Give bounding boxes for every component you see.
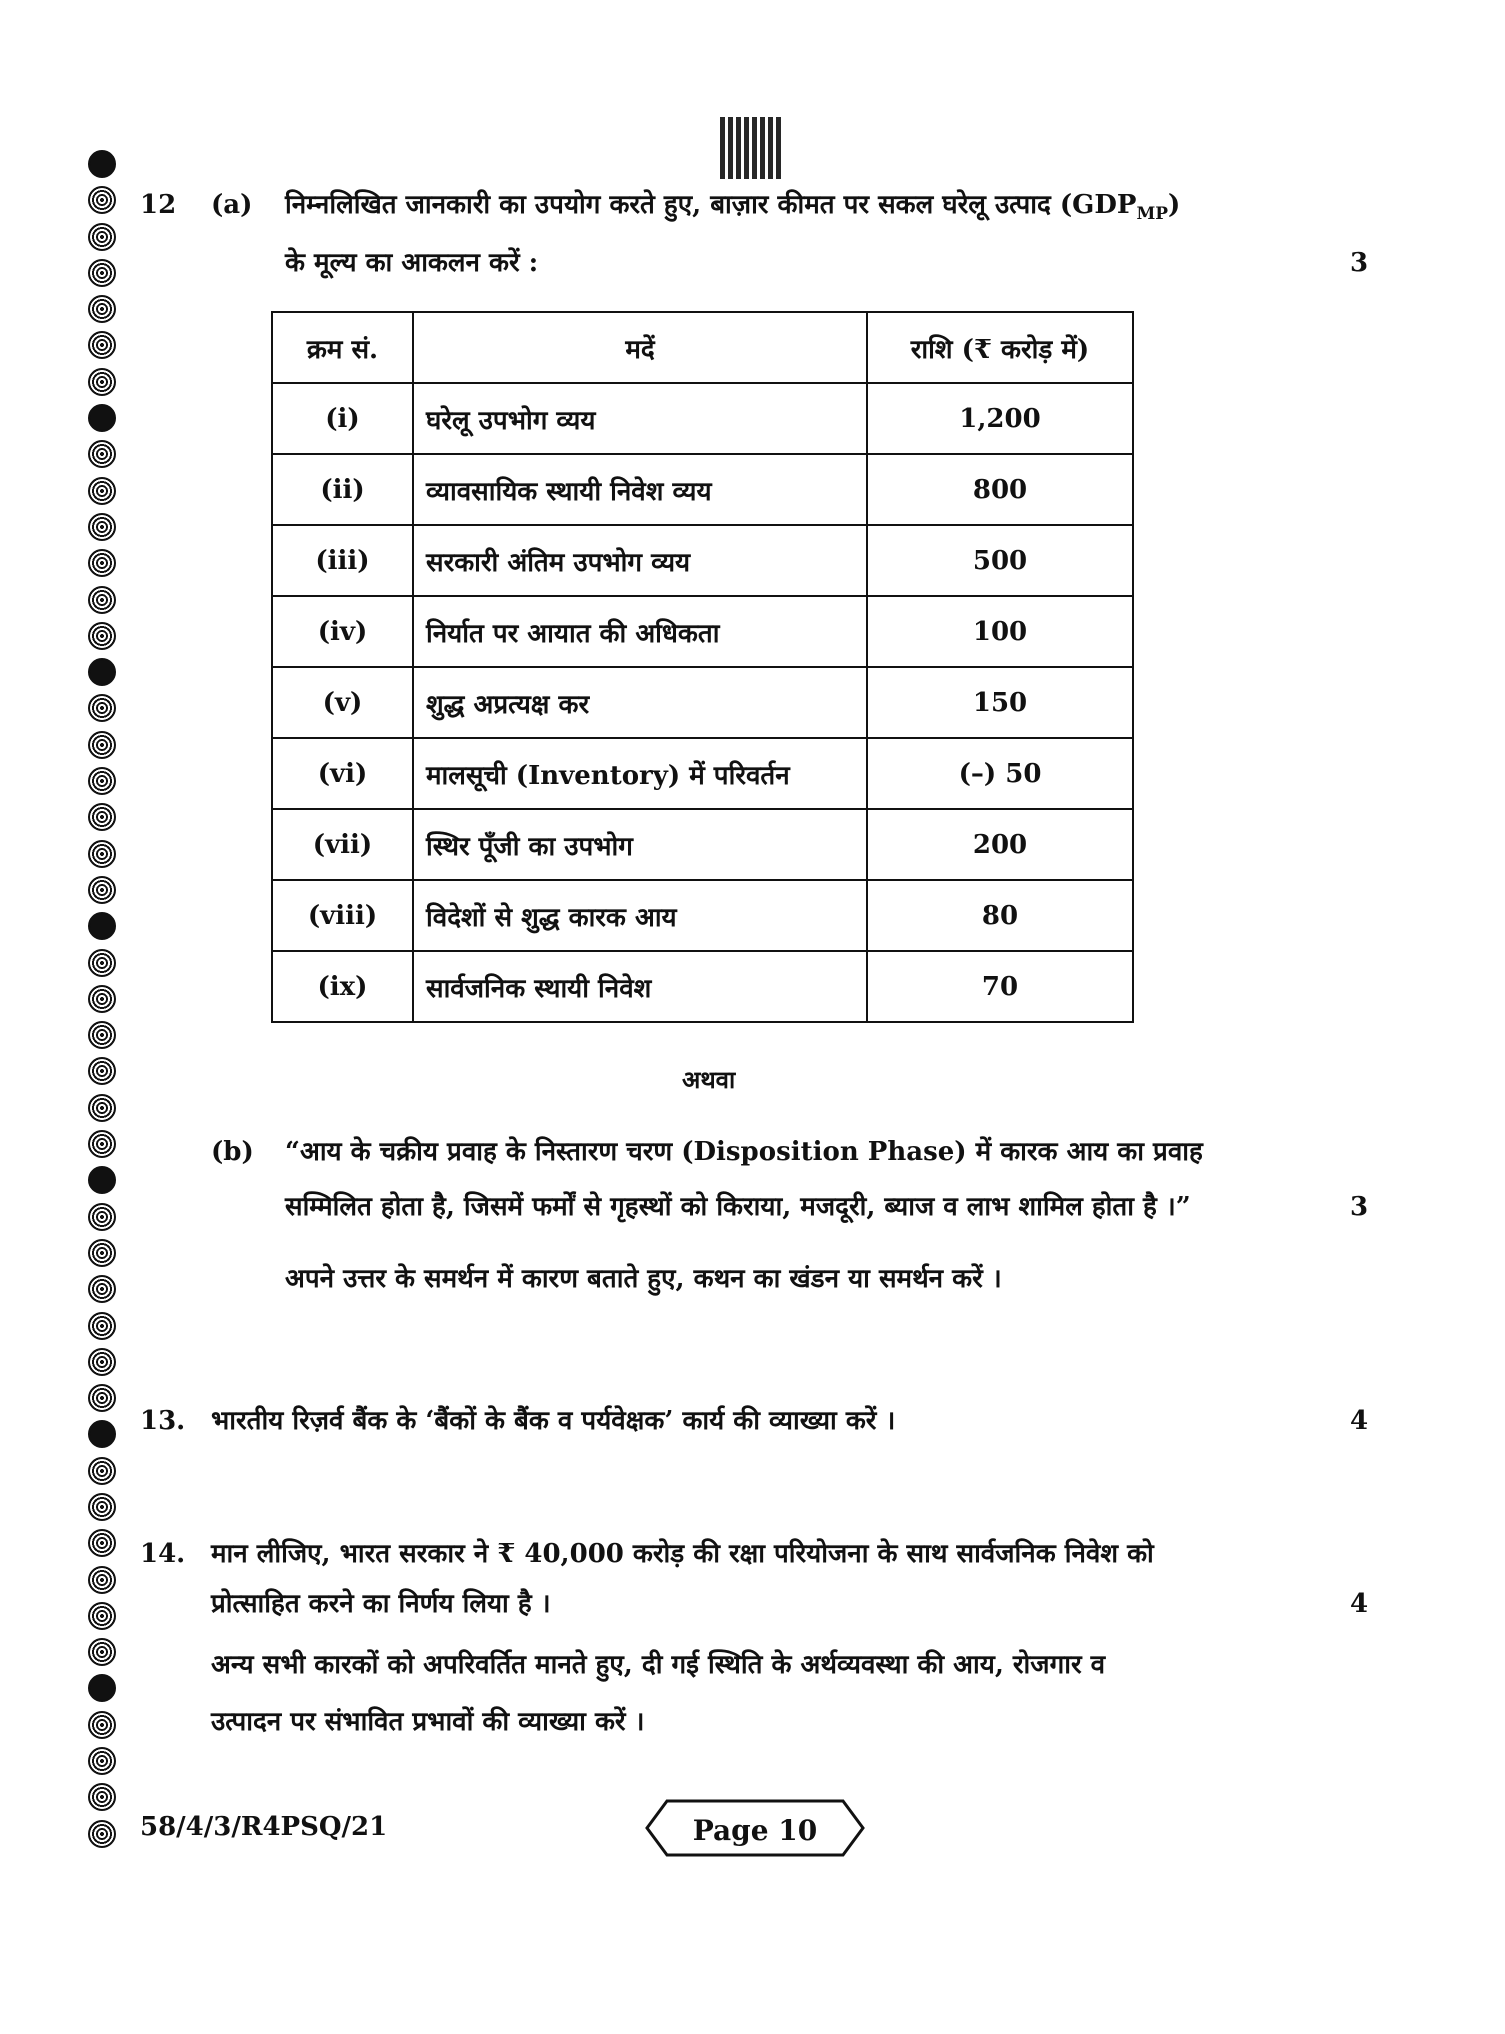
question-text: मान लीजिए, भारत सरकार ने ₹ 40,000 करोड़ की रक्षा परियोजना के साथ सार्वजनिक निवेश को [211,1539,1154,1569]
item-cell: घरेलू उपभोग व्यय [413,383,867,454]
table-row [272,738,1133,809]
registration-ring [88,295,116,323]
item-cell: निर्यात पर आयात की अधिकता [413,596,867,667]
serial-cell: (v) [272,667,413,738]
registration-ring [88,549,116,577]
registration-ring [88,368,116,396]
item-cell: व्यावसायिक स्थायी निवेश व्यय [413,454,867,525]
item-cell: विदेशों से शुद्ध कारक आय [413,880,867,951]
registration-ring [88,1239,116,1267]
question-number: 13. [140,1406,186,1436]
registration-ring [88,513,116,541]
question-text: सम्मिलित होता है, जिसमें फर्मों से गृहस्थों को किराया, मजदूरी, ब्याज व लाभ शामिल होता है ।” [285,1192,1191,1222]
registration-ring [88,985,116,1013]
header-cell: क्रम सं. [272,312,413,383]
table-row [272,880,1133,951]
table-row [272,525,1133,596]
question-text: अन्य सभी कारकों को अपरिवर्तित मानते हुए, दी गई स्थिति के अर्थव्यवस्था की आय, रोजगार व [211,1650,1106,1680]
serial-cell: (iii) [272,525,413,596]
or-divider: अथवा [682,1065,736,1094]
registration-ring [88,767,116,795]
registration-ring [88,949,116,977]
item-cell: सरकारी अंतिम उपभोग व्यय [413,525,867,596]
marks: 4 [1350,1406,1369,1436]
registration-ring [88,223,116,251]
marks: 3 [1350,248,1369,278]
serial-cell: (vii) [272,809,413,880]
serial-cell: (iv) [272,596,413,667]
registration-ring [88,1820,116,1848]
registration-ring [88,658,116,686]
registration-ring [88,1203,116,1231]
registration-ring [88,404,116,432]
registration-ring [88,1312,116,1340]
item-cell: स्थिर पूँजी का उपभोग [413,809,867,880]
marks: 4 [1350,1589,1369,1619]
item-cell: सार्वजनिक स्थायी निवेश [413,951,867,1022]
registration-ring [88,1348,116,1376]
registration-ring [88,440,116,468]
registration-ring [88,331,116,359]
table-header-row [272,312,1133,383]
qr-code [720,117,782,179]
registration-ring [88,477,116,505]
registration-ring [88,1130,116,1158]
serial-cell: (ii) [272,454,413,525]
registration-ring [88,1638,116,1666]
registration-ring [88,1420,116,1448]
amount-cell: 1,200 [867,383,1133,454]
subscript: MP [1136,204,1169,225]
paper-code: 58/4/3/R4PSQ/21 [140,1812,388,1842]
amount-cell: 70 [867,951,1133,1022]
margin-registration-rings [88,150,122,1856]
text-line: ) [1168,190,1181,220]
data-table [271,311,1134,1023]
table-row [272,383,1133,454]
table-row [272,454,1133,525]
registration-ring [88,840,116,868]
registration-ring [88,1275,116,1303]
registration-ring [88,1384,116,1412]
part-label: (b) [211,1137,254,1167]
question-number: 14. [140,1539,186,1569]
registration-ring [88,1783,116,1811]
registration-ring [88,1674,116,1702]
registration-ring [88,912,116,940]
registration-ring [88,259,116,287]
page-number-badge [645,1799,865,1857]
serial-cell: (vi) [272,738,413,809]
registration-ring [88,1711,116,1739]
question-text: अपने उत्तर के समर्थन में कारण बताते हुए, कथन का खंडन या समर्थन करें । [285,1264,1002,1294]
text-line: निम्नलिखित जानकारी का उपयोग करते हुए, बाज़ार कीमत पर सकल घरेलू उत्पाद (GDP [285,190,1137,220]
part-label: (a) [211,190,253,220]
question-text: के मूल्य का आकलन करें : [285,248,539,278]
registration-ring [88,1166,116,1194]
registration-ring [88,1493,116,1521]
amount-cell: 500 [867,525,1133,596]
header-cell: मदें [413,312,867,383]
item-cell: मालसूची (Inventory) में परिवर्तन [413,738,867,809]
registration-ring [88,186,116,214]
registration-ring [88,1602,116,1630]
registration-ring [88,586,116,614]
table-row [272,596,1133,667]
registration-ring [88,1529,116,1557]
registration-ring [88,1747,116,1775]
amount-cell: 80 [867,880,1133,951]
registration-ring [88,1566,116,1594]
amount-cell: 100 [867,596,1133,667]
amount-cell: (–) 50 [867,738,1133,809]
amount-cell: 800 [867,454,1133,525]
registration-ring [88,150,116,178]
registration-ring [88,1457,116,1485]
header-cell: राशि (₹ करोड़ में) [867,312,1133,383]
registration-ring [88,1021,116,1049]
question-text: भारतीय रिज़र्व बैंक के ‘बैंकों के बैंक व पर्यवेक्षक’ कार्य की व्याख्या करें । [211,1406,896,1436]
item-cell: शुद्ध अप्रत्यक्ष कर [413,667,867,738]
marks: 3 [1350,1192,1369,1222]
registration-ring [88,731,116,759]
question-text: “आय के चक्रीय प्रवाह के निस्तारण चरण (Disposition Phase) में कारक आय का प्रवाह [285,1137,1203,1167]
registration-ring [88,1057,116,1085]
page-number: Page 10 [692,1814,818,1847]
registration-ring [88,803,116,831]
amount-cell: 150 [867,667,1133,738]
table-row [272,667,1133,738]
registration-ring [88,694,116,722]
question-text: प्रोत्साहित करने का निर्णय लिया है । [211,1589,551,1619]
serial-cell: (i) [272,383,413,454]
amount-cell: 200 [867,809,1133,880]
registration-ring [88,876,116,904]
registration-ring [88,1094,116,1122]
table-row [272,809,1133,880]
question-text: उत्पादन पर संभावित प्रभावों की व्याख्या करें । [211,1707,645,1737]
question-number: 12 [140,190,177,220]
question-text [285,192,1180,223]
registration-ring [88,622,116,650]
serial-cell: (ix) [272,951,413,1022]
serial-cell: (viii) [272,880,413,951]
table-row [272,951,1133,1022]
